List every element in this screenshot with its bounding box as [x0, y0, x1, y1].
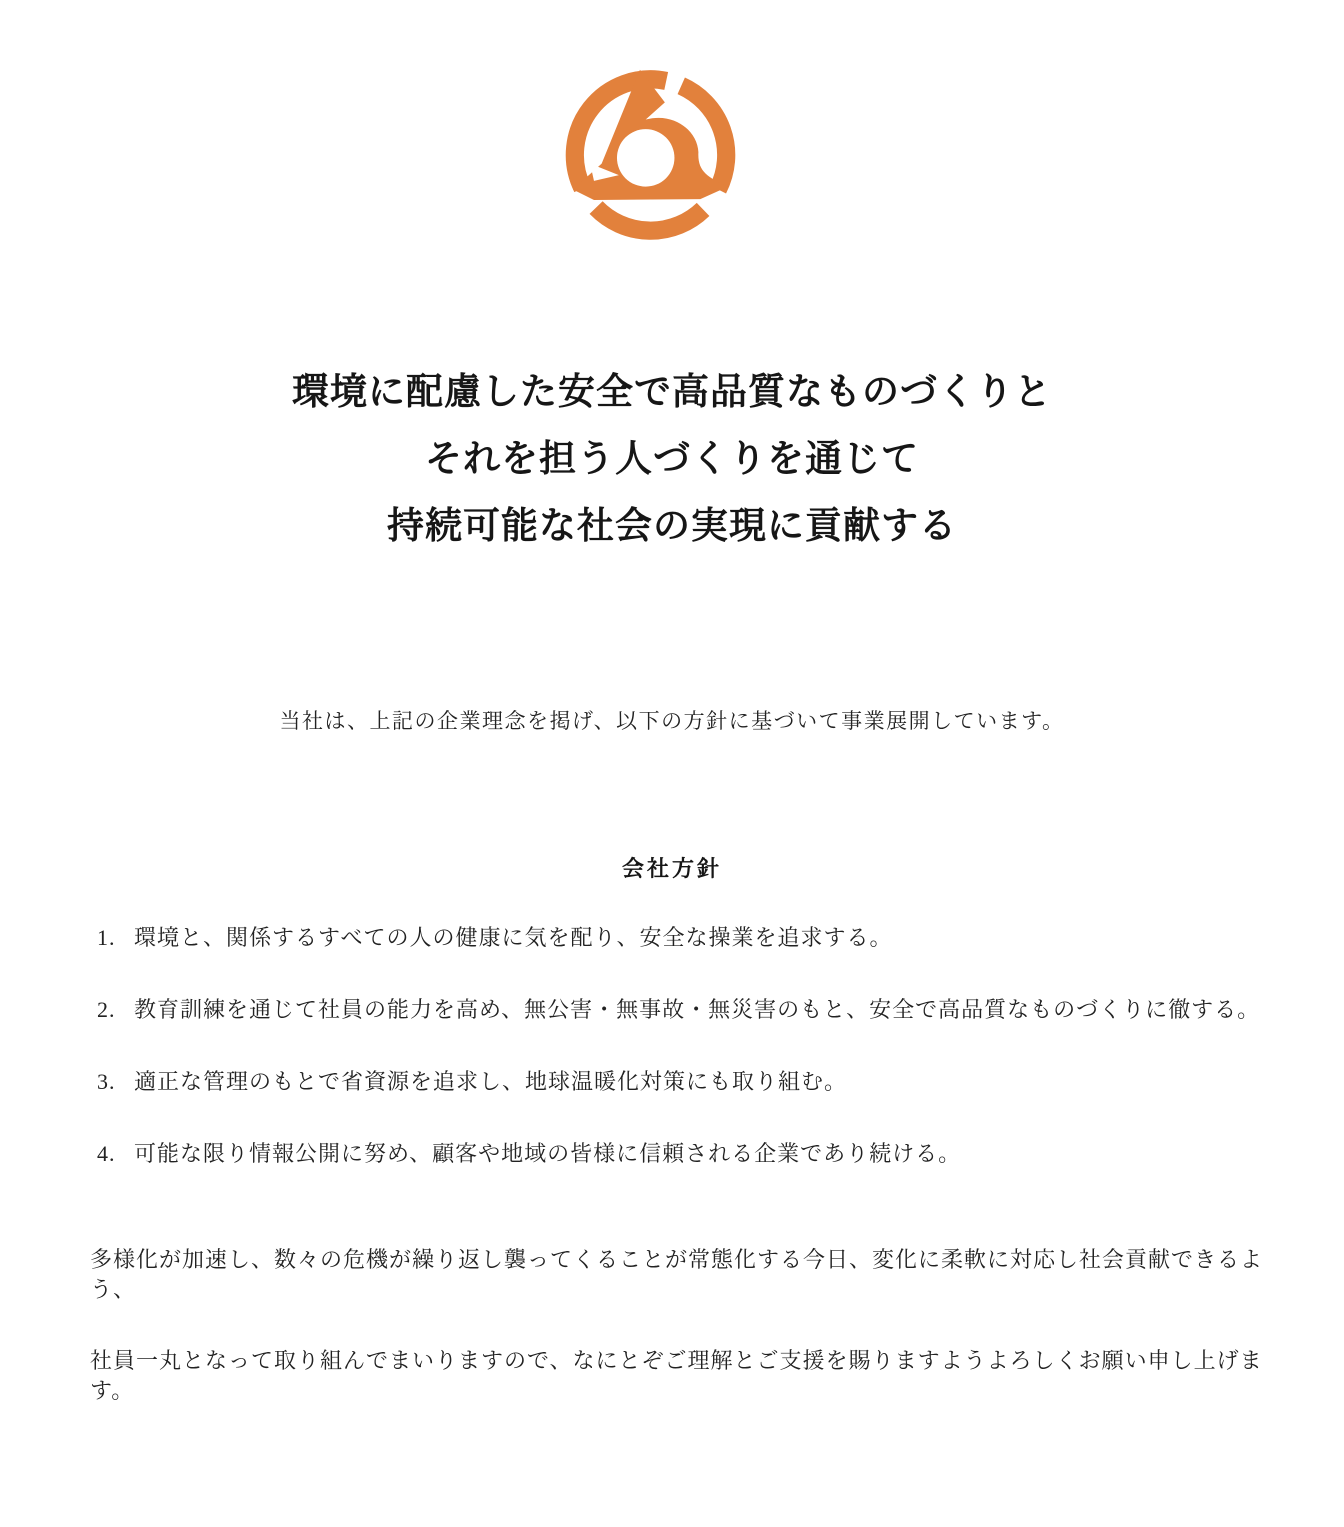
policy-item-text: 環境と、関係するすべての人の健康に気を配り、安全な操業を追求する。 [134, 925, 893, 950]
policy-item-1 [97, 923, 1284, 953]
policy-heading: 会社方針 [621, 856, 722, 881]
policy-item-2 [97, 995, 1284, 1025]
policy-item-number: 3. [97, 1069, 116, 1094]
logo-ring-arc-bottom [596, 208, 703, 231]
policy-item-text: 適正な管理のもとで省資源を追求し、地球温暖化対策にも取り組む。 [134, 1069, 848, 1094]
policy-item-text: 教育訓練を通じて社員の能力を高め、無公害・無事故・無災害のもと、安全で高品質なものづくりに徹する。 [134, 997, 1261, 1022]
intro-sentence: 当社は、上記の企業理念を掲げ、以下の方針に基づいて事業展開しています。 [279, 709, 1065, 733]
philosophy-statement [0, 358, 1344, 559]
logo-container [0, 0, 1344, 246]
philosophy-line-2: それを担う人づくりを通じて [425, 438, 919, 479]
policy-item-number: 2. [97, 997, 116, 1022]
closing-paragraph [0, 1245, 1344, 1406]
policy-item-text: 可能な限り情報公開に努め、顧客や地域の皆様に信頼される企業であり続ける。 [134, 1141, 962, 1166]
closing-line-1: 多様化が加速し、数々の危機が繰り返し襲ってくることが常態化する今日、変化に柔軟に対応し社会貢献できるよう、 [90, 1247, 1264, 1302]
philosophy-line-1: 環境に配慮した安全で高品質なものづくりと [292, 371, 1052, 412]
policy-item-3 [97, 1067, 1284, 1097]
policy-item-4 [97, 1139, 1284, 1169]
policy-item-number: 1. [97, 925, 116, 950]
closing-line-2: 社員一丸となって取り組んでまいりますので、なにとぞご理解とご支援を賜りますようよろしくお願い申し上げます。 [90, 1348, 1263, 1403]
philosophy-line-3: 持続可能な社会の実現に貢献する [387, 505, 957, 546]
policy-item-number: 4. [97, 1141, 116, 1166]
company-logo-icon [558, 64, 743, 246]
logo-center-hole [616, 129, 673, 186]
policy-list [0, 923, 1344, 1169]
